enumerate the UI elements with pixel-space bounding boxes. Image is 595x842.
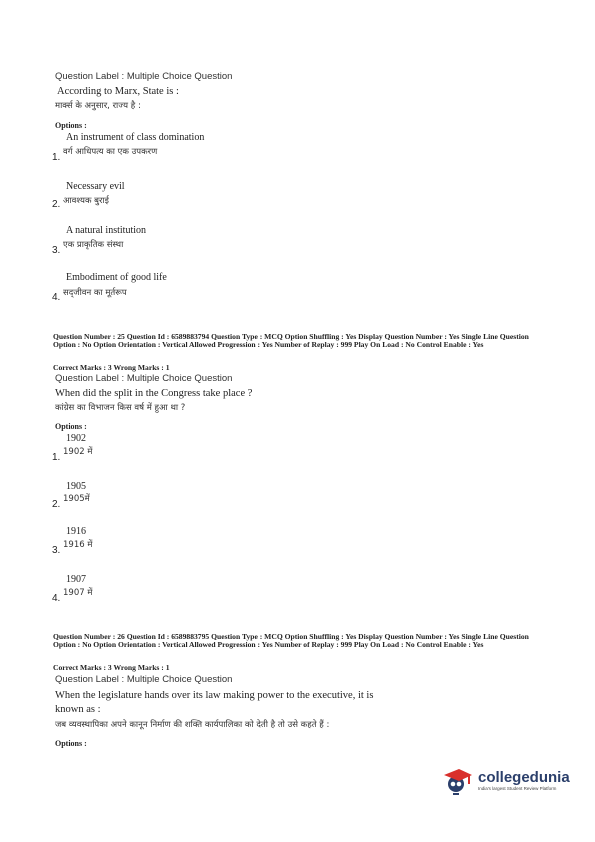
option-1-hi: 1902 में [63,447,93,457]
option-1-number: 1. [52,152,61,163]
logo-wordmark: collegedunia [478,769,570,786]
question-marks: Correct Marks : 3 Wrong Marks : 1 [53,663,170,672]
option-2-en: 1905 [66,481,86,492]
option-3-number: 3. [52,545,61,556]
question-text-hi: कांग्रेस का विभाजन किस वर्ष में हुआ था ? [55,403,186,413]
option-3-en: A natural institution [66,225,146,236]
option-4-hi: 1907 में [63,588,93,598]
question-label: Question Label : Multiple Choice Question [55,71,233,82]
option-2-number: 2. [52,499,61,510]
option-1-en: An instrument of class domination [66,132,205,143]
option-4-en: Embodiment of good life [66,272,167,283]
option-3-en: 1916 [66,526,86,537]
question-meta: Question Number : 25 Question Id : 6589883794 Question Type : MCQ Option Shuffling : Yes Display Question Number : Yes Single Line Question Option : No Option Orientation : Vertical Allowed Progression : Yes Number of Replay : 999 Play On Load : No Control Enable : Yes [53,332,529,350]
options-heading: Options : [55,422,87,431]
option-2-en: Necessary evil [66,181,125,192]
options-heading: Options : [55,739,87,748]
option-1-hi: वर्ग आधिपत्य का एक उपकरण [63,147,158,157]
question-label: Question Label : Multiple Choice Question [55,373,233,384]
collegedunia-logo [441,763,570,797]
question-label: Question Label : Multiple Choice Question [55,674,233,685]
question-marks: Correct Marks : 3 Wrong Marks : 1 [53,363,170,372]
option-1-number: 1. [52,452,61,463]
option-2-hi: आवश्यक बुराई [63,196,109,206]
option-3-hi: एक प्राकृतिक संस्था [63,240,124,250]
question-text-en-line2: known as : [55,704,101,715]
option-4-number: 4. [52,292,61,303]
question-text-hi: मार्क्स के अनुसार, राज्य है : [55,101,141,111]
option-4-number: 4. [52,593,61,604]
question-text-hi: जब व्यवस्थापिका अपने कानून निर्माण की शक्ति कार्यपालिका को देती है तो उसे कहते हैं : [55,720,330,730]
question-meta: Question Number : 26 Question Id : 6589883795 Question Type : MCQ Option Shuffling : Yes Display Question Number : Yes Single Line Question Option : No Option Orientation : Vertical Allowed Progression : Yes Number of Replay : 999 Play On Load : No Control Enable : Yes [53,632,529,650]
graduate-cap-icon [441,763,475,797]
question-text-en: According to Marx, State is : [57,86,179,97]
option-4-en: 1907 [66,574,86,585]
option-3-number: 3. [52,245,61,256]
option-4-hi: सद्जीवन का मूर्तरूप [63,288,127,298]
option-2-number: 2. [52,199,61,210]
option-3-hi: 1916 में [63,540,93,550]
options-heading: Options : [55,121,87,130]
question-text-en: When did the split in the Congress take place ? [55,388,253,399]
option-2-hi: 1905में [63,494,90,504]
logo-tagline: India's largest Student Review Platform [478,786,557,791]
option-1-en: 1902 [66,433,86,444]
question-text-en-line1: When the legislature hands over its law making power to the executive, it is [55,690,374,701]
